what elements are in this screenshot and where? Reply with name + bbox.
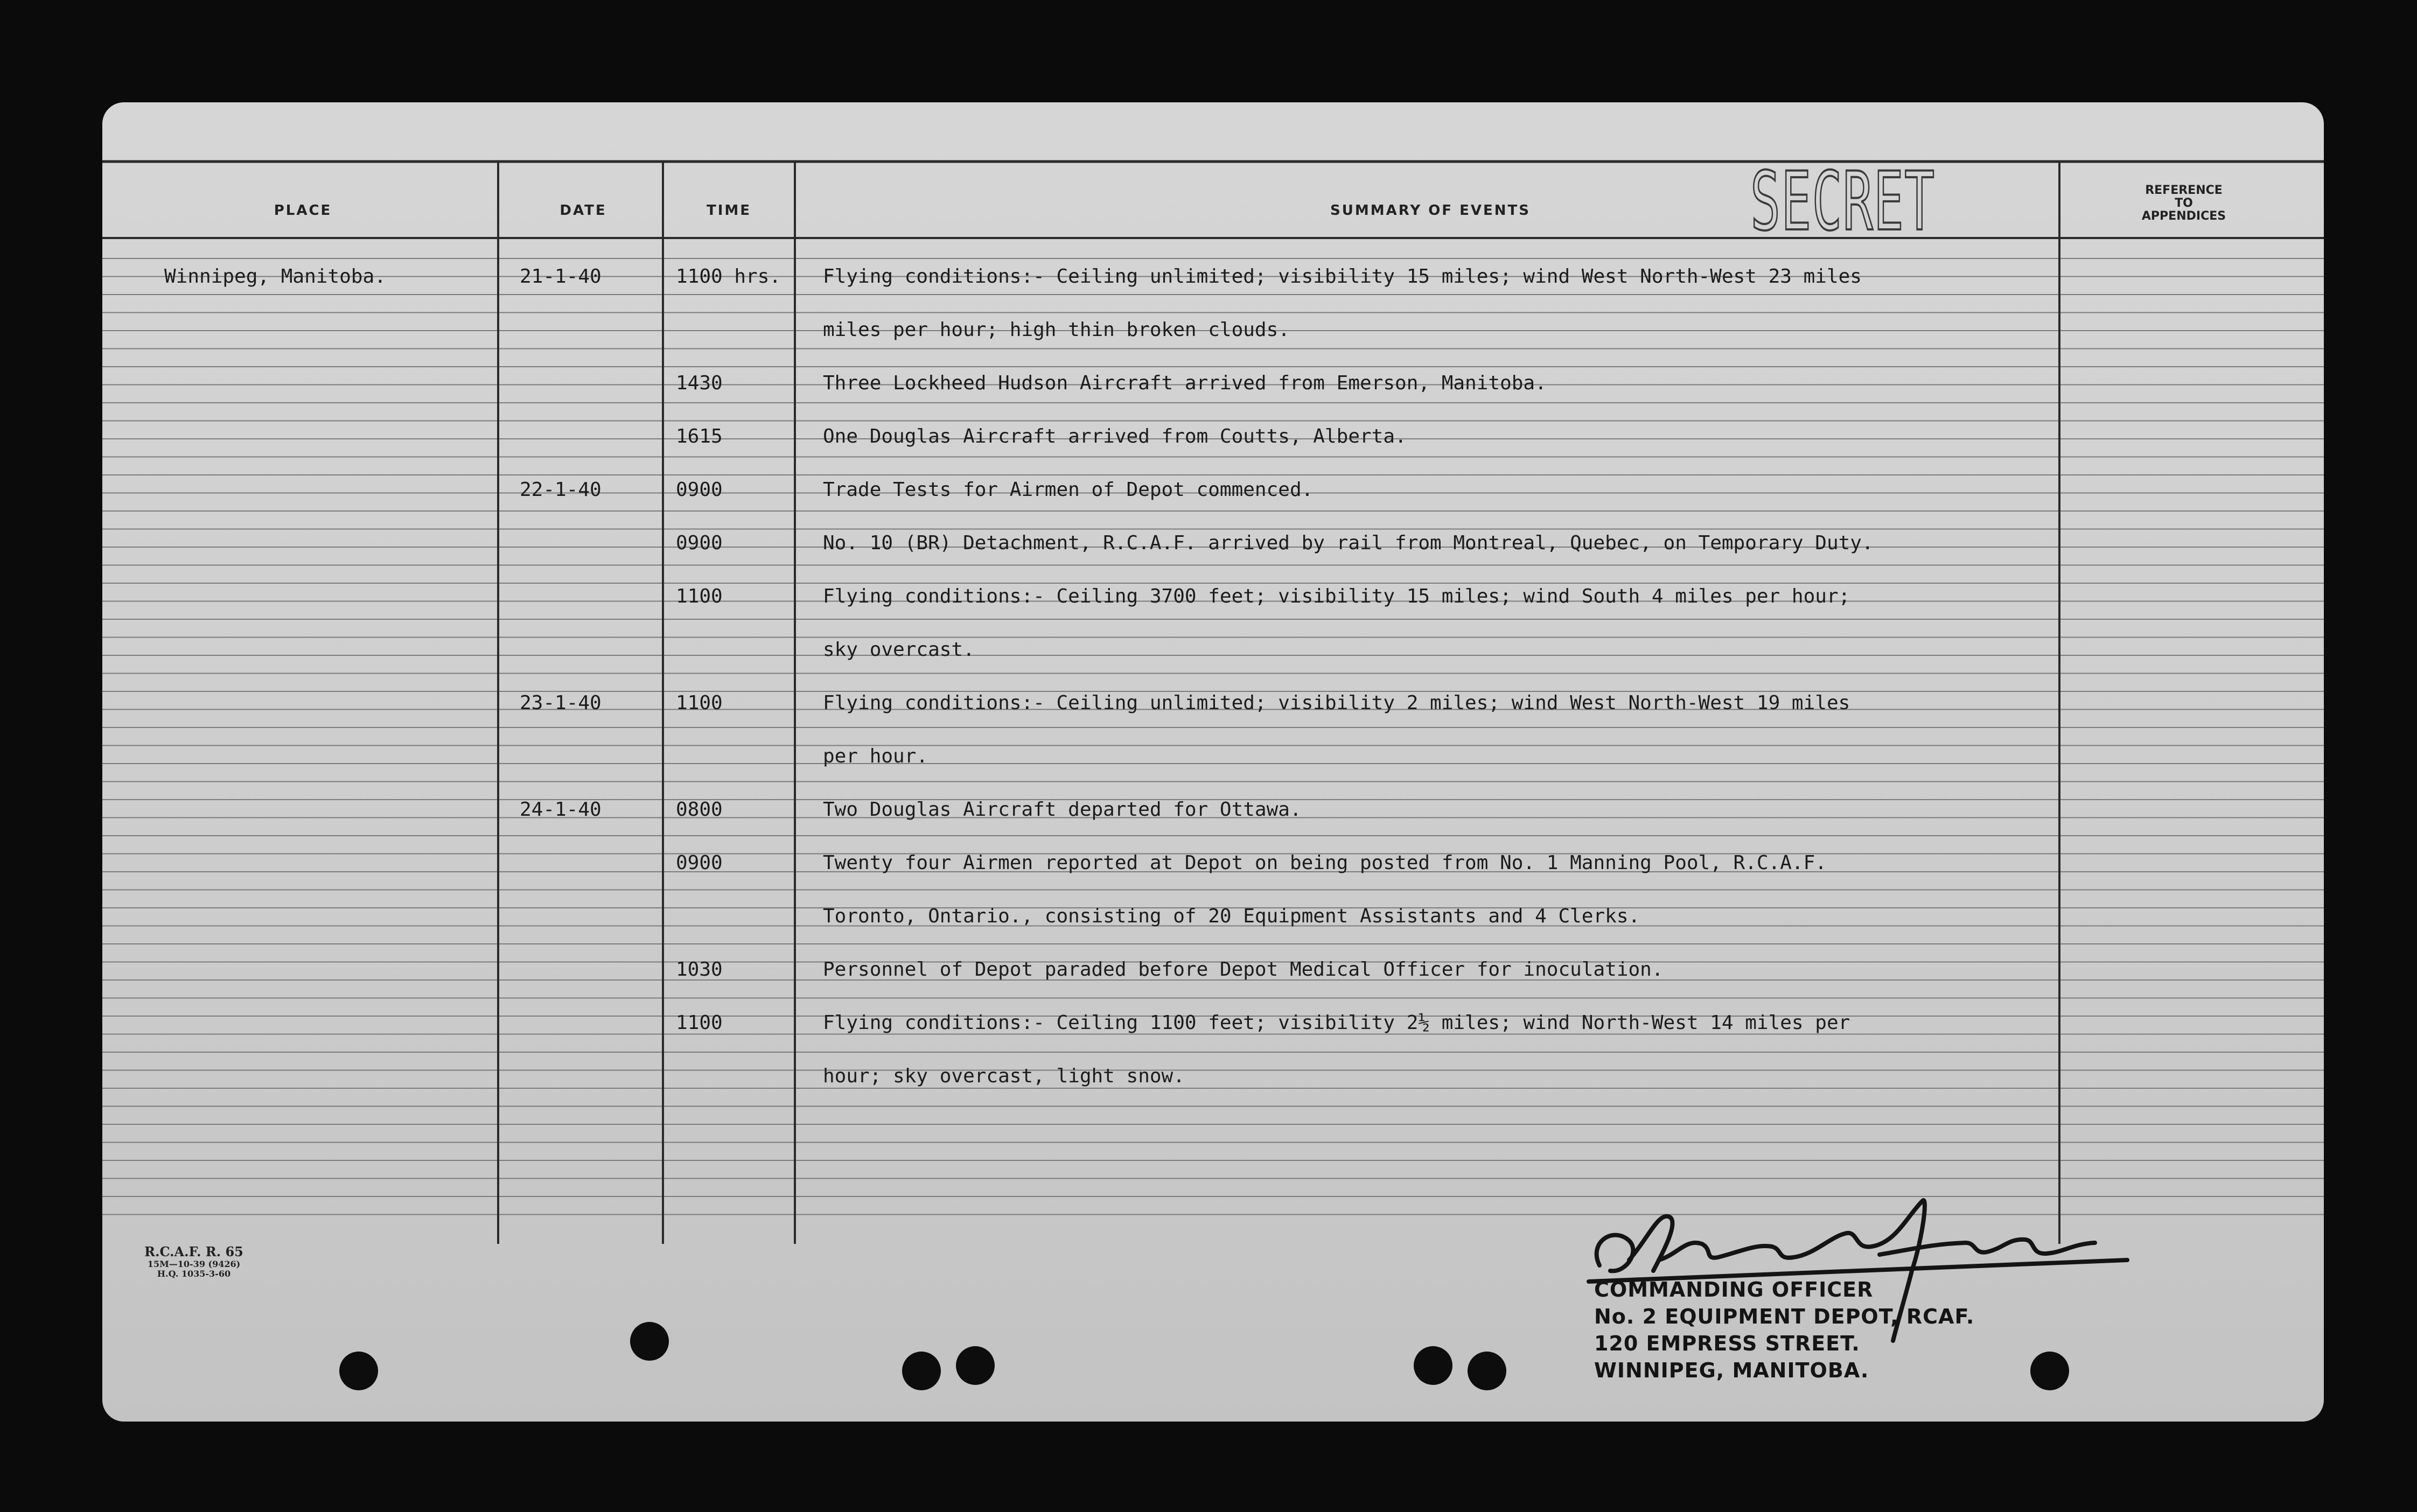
reference-header	[2071, 184, 2297, 223]
entry-time: 0900	[676, 479, 723, 501]
punch-hole	[902, 1352, 941, 1390]
punch-hole	[1468, 1352, 1506, 1390]
punch-hole	[2030, 1352, 2069, 1390]
punch-hole	[630, 1322, 669, 1361]
entry-text: Toronto, Ontario., consisting of 20 Equipment Assistants and 4 Clerks.	[823, 905, 1640, 927]
punch-hole	[339, 1352, 378, 1390]
punch-hole	[1414, 1346, 1452, 1385]
entry-text: Two Douglas Aircraft departed for Ottawa.	[823, 799, 1302, 821]
date-header: DATE	[560, 202, 607, 219]
reference-header-line-1: REFERENCE	[2145, 184, 2223, 197]
entry-text: Flying conditions:- Ceiling unlimited; visibility 2 miles; wind West North-West 19 miles	[823, 692, 1850, 714]
entry-text: No. 10 (BR) Detachment, R.C.A.F. arrived by rail from Montreal, Quebec, on Temporary Duty.	[823, 532, 1874, 554]
entry-time: 0900	[676, 532, 723, 554]
form-print-line-2: H.Q. 1035-3-60	[157, 1269, 231, 1279]
entry-date: 22-1-40	[520, 479, 602, 501]
entry-date: 21-1-40	[520, 265, 602, 288]
entry-text: Twenty four Airmen reported at Depot on being posted from No. 1 Manning Pool, R.C.A.F.	[823, 852, 1827, 874]
entry-time: 0800	[676, 799, 723, 821]
entry-text: One Douglas Aircraft arrived from Coutts, Alberta.	[823, 425, 1407, 447]
secret-stamp: SECRET	[1750, 155, 1936, 249]
stamp-line-4: WINNIPEG, MANITOBA.	[1594, 1359, 1869, 1382]
form-number-label: R.C.A.F. R. 65	[144, 1244, 243, 1259]
place-header: PLACE	[274, 202, 332, 219]
commanding-officer-stamp	[1594, 1276, 1974, 1384]
reference-header-line-3: APPENDICES	[2141, 209, 2226, 223]
entry-text: Flying conditions:- Ceiling unlimited; visibility 15 miles; wind West North-West 23 miles	[823, 265, 1862, 288]
entry-time: 1430	[676, 372, 723, 394]
form-print-line-1: 15M—10-39 (9426)	[147, 1259, 241, 1269]
time-header: TIME	[706, 202, 752, 219]
entry-text: Personnel of Depot paraded before Depot Medical Officer for inoculation.	[823, 958, 1664, 981]
entry-text: Flying conditions:- Ceiling 3700 feet; visibility 15 miles; wind South 4 miles per hour;	[823, 585, 1850, 607]
stamp-line-2: No. 2 EQUIPMENT DEPOT, RCAF.	[1594, 1305, 1975, 1328]
entry-date: 23-1-40	[520, 692, 602, 714]
entry-text: Flying conditions:- Ceiling 1100 feet; visibility 2½ miles; wind North-West 14 miles per	[823, 1012, 1850, 1034]
reference-header-line-2: TO	[2175, 197, 2193, 210]
entry-time: 1100	[676, 585, 723, 607]
entry-text: miles per hour; high thin broken clouds.	[823, 319, 1290, 341]
entry-time: 1100 hrs.	[676, 265, 781, 288]
stamp-line-3: 120 EMPRESS STREET.	[1594, 1332, 1860, 1355]
entry-text: per hour.	[823, 745, 928, 767]
entry-time: 1030	[676, 958, 723, 981]
entry-text: sky overcast.	[823, 639, 975, 661]
entry-date: 24-1-40	[520, 799, 602, 821]
entry-time: 1100	[676, 692, 723, 714]
entry-time: 1100	[676, 1012, 723, 1034]
ledger-card	[102, 102, 2324, 1422]
form-number	[113, 1244, 275, 1279]
entry-place: Winnipeg, Manitoba.	[164, 265, 386, 288]
entry-text: Trade Tests for Airmen of Depot commenced.	[823, 479, 1314, 501]
punch-hole	[956, 1346, 995, 1385]
entry-time: 0900	[676, 852, 723, 874]
entry-text: Three Lockheed Hudson Aircraft arrived from Emerson, Manitoba.	[823, 372, 1547, 394]
entry-time: 1615	[676, 425, 723, 447]
entry-text: hour; sky overcast, light snow.	[823, 1065, 1185, 1087]
summary-header: SUMMARY OF EVENTS	[1330, 202, 1531, 219]
stamp-line-1: COMMANDING OFFICER	[1594, 1278, 1874, 1301]
